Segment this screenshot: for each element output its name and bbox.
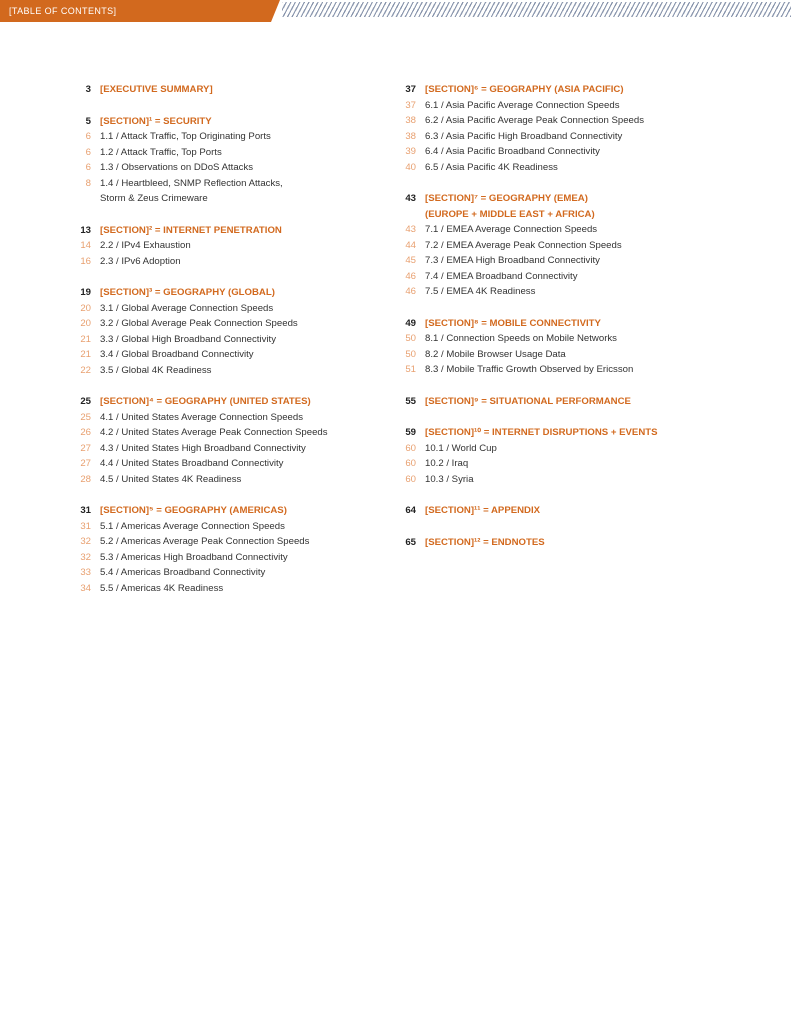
entry-title: [SECTION]¹² = ENDNOTES	[425, 536, 545, 548]
toc-entry[interactable]	[60, 441, 380, 457]
page-number: 16	[80, 255, 91, 267]
toc-entry[interactable]	[385, 144, 785, 160]
entry-title: Storm & Zeus Crimeware	[100, 193, 208, 204]
page-number: 19	[80, 287, 91, 298]
entry-title: 4.3 / United States High Broadband Connectivity	[100, 442, 306, 454]
toc-section-heading[interactable]	[60, 285, 380, 301]
page-number: 6	[85, 131, 91, 142]
entry-title: 2.3 / IPv6 Adoption	[100, 255, 181, 267]
entry-title: 5.1 / Americas Average Connection Speeds	[100, 520, 285, 532]
toc-section	[60, 223, 380, 270]
entry-title: 7.3 / EMEA High Broadband Connectivity	[425, 255, 600, 266]
toc-section-heading[interactable]	[60, 394, 380, 410]
toc-entry[interactable]	[60, 160, 380, 176]
page-number: 31	[80, 520, 91, 532]
toc-section-heading[interactable]	[60, 503, 380, 519]
entry-title: 4.1 / United States Average Connection Speeds	[100, 411, 304, 423]
entry-title: 4.5 / United States 4K Readiness	[100, 473, 242, 485]
toc-section	[60, 503, 380, 596]
entry-title: 1.4 / Heartbleed, SNMP Reflection Attacks,	[100, 177, 283, 189]
entry-title: 7.5 / EMEA 4K Readiness	[425, 286, 536, 297]
entry-title: 8.3 / Mobile Traffic Growth Observed by Ericsson	[425, 364, 634, 375]
page-number: 59	[405, 427, 416, 438]
toc-entry[interactable]	[60, 425, 380, 441]
toc-entry[interactable]	[385, 347, 785, 363]
toc-section-heading[interactable]	[60, 82, 380, 98]
toc-entry[interactable]	[60, 254, 380, 270]
entry-title: 2.2 / IPv4 Exhaustion	[100, 240, 191, 251]
entry-title: 5.3 / Americas High Broadband Connectivity	[100, 551, 288, 563]
toc-entry[interactable]	[60, 519, 380, 535]
entry-title: 8.1 / Connection Speeds on Mobile Networks	[425, 333, 617, 344]
page-number: 27	[80, 442, 91, 454]
toc-entry[interactable]	[60, 191, 380, 207]
toc-entry[interactable]	[60, 456, 380, 472]
page-number: 39	[405, 146, 416, 157]
entry-title: [SECTION]⁶ = GEOGRAPHY (ASIA PACIFIC)	[425, 84, 624, 95]
entry-title: [SECTION]⁵ = GEOGRAPHY (AMERICAS)	[100, 505, 287, 516]
toc-section	[385, 191, 785, 300]
page-number: 65	[405, 536, 416, 548]
toc-entry[interactable]	[60, 363, 380, 379]
entry-title: 5.2 / Americas Average Peak Connection Speeds	[100, 536, 310, 547]
entry-title: [SECTION]⁹ = SITUATIONAL PERFORMANCE	[425, 395, 631, 407]
toc-entry[interactable]	[60, 332, 380, 348]
header-label: [TABLE OF CONTENTS]	[9, 6, 117, 16]
toc-section	[60, 285, 380, 378]
entry-title: 6.3 / Asia Pacific High Broadband Connectivity	[425, 130, 623, 142]
entry-title: 7.4 / EMEA Broadband Connectivity	[425, 270, 578, 282]
page-number: 31	[80, 505, 91, 516]
page-number: 21	[80, 349, 91, 360]
toc-section-heading[interactable]	[385, 207, 785, 223]
toc-entry[interactable]	[385, 362, 785, 378]
page-number: 60	[405, 442, 416, 454]
page-number: 8	[85, 177, 91, 189]
entry-title: 3.3 / Global High Broadband Connectivity	[100, 333, 276, 345]
page-number: 13	[80, 224, 91, 236]
toc-entry[interactable]	[60, 410, 380, 426]
page-number: 37	[405, 84, 416, 95]
page-number: 27	[80, 458, 91, 469]
toc-right-column	[385, 82, 785, 566]
page-number: 40	[405, 161, 416, 173]
page-number: 64	[405, 505, 416, 516]
page-number: 28	[80, 473, 91, 485]
entry-title: [SECTION]² = INTERNET PENETRATION	[100, 224, 282, 236]
toc-section-heading[interactable]	[385, 394, 785, 410]
entry-title: [SECTION]³ = GEOGRAPHY (GLOBAL)	[100, 287, 275, 298]
entry-title: 3.1 / Global Average Connection Speeds	[100, 302, 274, 314]
toc-entry[interactable]	[60, 145, 380, 161]
page-number: 3	[85, 84, 91, 95]
page-number: 5	[85, 115, 91, 127]
toc-section	[385, 82, 785, 175]
toc-entry[interactable]	[60, 301, 380, 317]
toc-entry[interactable]	[385, 472, 785, 488]
page-number: 32	[80, 536, 91, 547]
toc-entry[interactable]	[385, 160, 785, 176]
page-number: 46	[405, 286, 416, 297]
entry-title: [SECTION]⁴ = GEOGRAPHY (UNITED STATES)	[100, 396, 311, 407]
toc-entry[interactable]	[385, 441, 785, 457]
toc-entry[interactable]	[385, 222, 785, 238]
page-number: 32	[80, 551, 91, 563]
toc-entry[interactable]	[60, 129, 380, 145]
page-number: 21	[80, 333, 91, 345]
entry-title: 7.1 / EMEA Average Connection Speeds	[425, 224, 598, 235]
toc-section-heading[interactable]	[385, 316, 785, 332]
toc-entry[interactable]	[385, 284, 785, 300]
toc-section-heading[interactable]	[385, 503, 785, 519]
toc-entry[interactable]	[60, 176, 380, 192]
entry-title: [SECTION]¹¹ = APPENDIX	[425, 505, 541, 516]
toc-entry[interactable]	[385, 98, 785, 114]
toc-section-heading[interactable]	[60, 114, 380, 130]
entry-title: 5.5 / Americas 4K Readiness	[100, 582, 224, 594]
entry-title: 1.3 / Observations on DDoS Attacks	[100, 162, 254, 173]
page-number: 38	[405, 130, 416, 142]
entry-title: 6.2 / Asia Pacific Average Peak Connection Speeds	[425, 115, 645, 126]
toc-section-heading[interactable]	[385, 535, 785, 551]
entry-title: [SECTION]¹ = SECURITY	[100, 115, 212, 127]
toc-entry[interactable]	[385, 238, 785, 254]
page-number: 6	[85, 146, 91, 158]
entry-title: [SECTION]⁷ = GEOGRAPHY (EMEA)	[425, 193, 588, 204]
toc-section-heading[interactable]	[385, 191, 785, 207]
page-number: 37	[405, 99, 416, 111]
toc-entry[interactable]	[60, 316, 380, 332]
page-number: 33	[80, 567, 91, 578]
toc-entry[interactable]	[385, 456, 785, 472]
page-number: 50	[405, 333, 416, 344]
entry-title: 10.2 / Iraq	[425, 458, 469, 469]
entry-title: 10.1 / World Cup	[425, 442, 497, 454]
toc-entry[interactable]	[385, 253, 785, 269]
toc-section	[385, 535, 785, 551]
page-number: 14	[80, 240, 91, 251]
page-number: 50	[405, 348, 416, 360]
toc-entry[interactable]	[60, 550, 380, 566]
page-number: 25	[80, 396, 91, 407]
page-number: 34	[80, 582, 91, 594]
toc-section	[385, 425, 785, 487]
page-number: 60	[405, 458, 416, 469]
entry-title: 5.4 / Americas Broadband Connectivity	[100, 567, 266, 578]
toc-section	[60, 82, 380, 98]
page-number: 20	[80, 302, 91, 314]
toc-section	[385, 316, 785, 378]
toc-section-heading[interactable]	[60, 223, 380, 239]
page-number: 46	[405, 270, 416, 282]
entry-title: [SECTION]¹⁰ = INTERNET DISRUPTIONS + EVENTS	[425, 427, 658, 438]
toc-entry[interactable]	[385, 331, 785, 347]
entry-title: 3.4 / Global Broadband Connectivity	[100, 349, 254, 360]
entry-title: 6.5 / Asia Pacific 4K Readiness	[425, 161, 558, 173]
page-number: 6	[85, 162, 91, 173]
page-number: 38	[405, 115, 416, 126]
entry-title: 1.2 / Attack Traffic, Top Ports	[100, 146, 222, 158]
entry-title: [SECTION]⁸ = MOBILE CONNECTIVITY	[425, 317, 601, 329]
entry-title: 3.5 / Global 4K Readiness	[100, 364, 212, 376]
entry-title: 6.4 / Asia Pacific Broadband Connectivity	[425, 146, 600, 157]
toc-entry[interactable]	[385, 113, 785, 129]
page-number: 60	[405, 473, 416, 485]
entry-title: 7.2 / EMEA Average Peak Connection Speeds	[425, 239, 622, 251]
page-number: 43	[405, 193, 416, 204]
toc-entry[interactable]	[60, 581, 380, 597]
page-number: 20	[80, 318, 91, 329]
toc-entry[interactable]	[60, 534, 380, 550]
page-number: 43	[405, 224, 416, 235]
toc-entry[interactable]	[60, 472, 380, 488]
toc-section-heading[interactable]	[385, 82, 785, 98]
header-hatch-decoration	[282, 2, 791, 17]
page-number: 26	[80, 427, 91, 438]
entry-title: 3.2 / Global Average Peak Connection Speeds	[100, 318, 298, 329]
page-number: 55	[405, 395, 416, 407]
entry-title: 4.4 / United States Broadband Connectivity	[100, 458, 284, 469]
entry-title: 6.1 / Asia Pacific Average Connection Speeds	[425, 99, 620, 111]
toc-entry[interactable]	[385, 269, 785, 285]
toc-section	[60, 394, 380, 487]
toc-section	[385, 503, 785, 519]
toc-entry[interactable]	[60, 565, 380, 581]
entry-title: 1.1 / Attack Traffic, Top Originating Ports	[100, 131, 271, 142]
toc-entry[interactable]	[60, 238, 380, 254]
toc-entry[interactable]	[385, 129, 785, 145]
page-number: 49	[405, 317, 416, 329]
page-number: 25	[80, 411, 91, 423]
toc-left-column	[60, 82, 380, 612]
toc-section	[60, 114, 380, 207]
page-number: 51	[405, 364, 416, 375]
header-bar	[0, 0, 791, 22]
toc-section-heading[interactable]	[385, 425, 785, 441]
entry-title: 4.2 / United States Average Peak Connection Speeds	[100, 427, 328, 438]
page-number: 45	[405, 255, 416, 266]
entry-title: [EXECUTIVE SUMMARY]	[100, 84, 213, 95]
page-number: 22	[80, 364, 91, 376]
toc-section	[385, 394, 785, 410]
entry-title: 10.3 / Syria	[425, 473, 474, 485]
entry-title: 8.2 / Mobile Browser Usage Data	[425, 348, 566, 360]
page-number: 44	[405, 239, 416, 251]
toc-entry[interactable]	[60, 347, 380, 363]
entry-title: (EUROPE + MIDDLE EAST + AFRICA)	[425, 208, 595, 220]
